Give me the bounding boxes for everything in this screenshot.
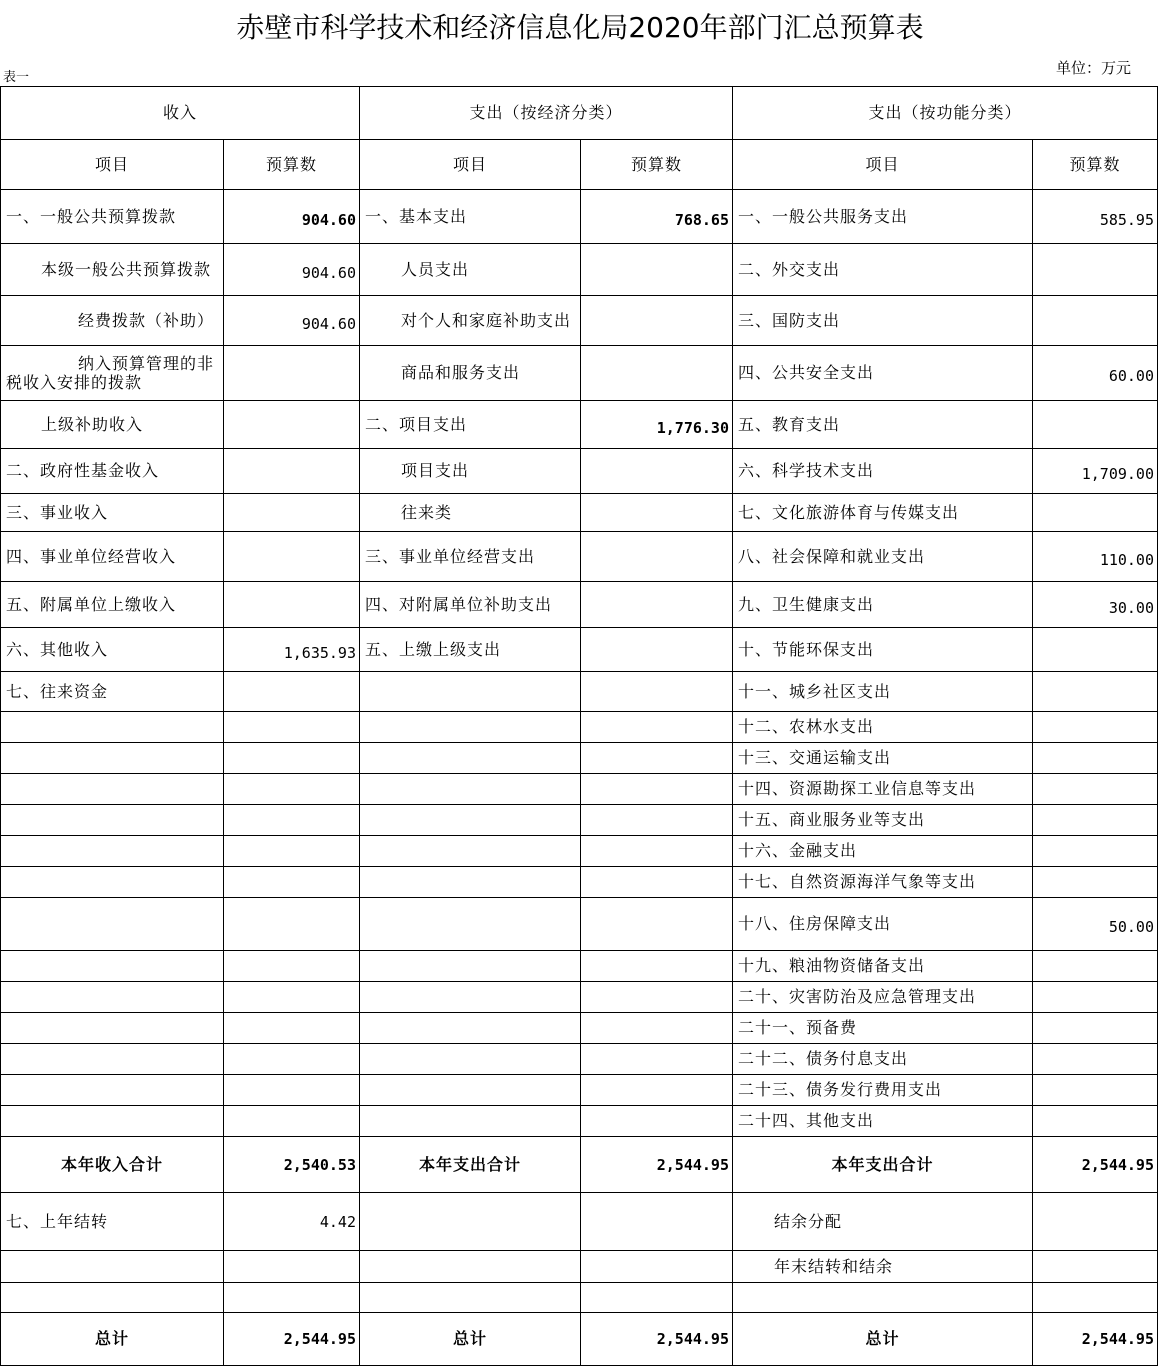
expense-func-item-cell: 十六、金融支出 [733,836,1033,867]
expense-func-amount-cell [1033,672,1158,712]
expense-func-item-cell: 二十四、其他支出 [733,1106,1033,1137]
income-amount-cell [224,982,360,1013]
expense-func-item-cell: 一、一般公共服务支出 [733,190,1033,244]
expense-econ-amount-cell [581,836,733,867]
expense-econ-total-amount: 2,544.95 [581,1137,733,1193]
income-amount-cell [224,867,360,898]
expense-func-item-cell: 八、社会保障和就业支出 [733,532,1033,582]
income-amount-cell [224,582,360,628]
expense-func-item-cell: 七、文化旅游体育与传媒支出 [733,494,1033,532]
expense-econ-amount-cell [581,244,733,296]
expense-econ-item-cell: 商品和服务支出 [360,346,581,401]
income-item-cell [1,774,224,805]
expense-func-amount-cell [1033,296,1158,346]
expense-econ-item-cell [360,982,581,1013]
expense-econ-amount-cell [581,628,733,672]
expense-econ-amount-cell [581,346,733,401]
expense-func-amount-cell [1033,1283,1158,1313]
expense-func-amount-cell: 585.95 [1033,190,1158,244]
expense-econ-amount-cell [581,582,733,628]
expense-econ-amount-cell [581,1283,733,1313]
expense-func-amount-cell [1033,712,1158,743]
income-item-cell: 三、事业收入 [1,494,224,532]
income-amount-cell [224,346,360,401]
income-item-cell [1,982,224,1013]
expense-econ-amount-cell [581,1044,733,1075]
expense-econ-grand-total-amount: 2,544.95 [581,1313,733,1366]
expense-func-amount-cell [1033,836,1158,867]
expense-func-total-label: 本年支出合计 [733,1137,1033,1193]
expense-func-item-cell: 结余分配 [733,1193,1033,1251]
income-amount-cell [224,898,360,951]
income-amount-cell: 904.60 [224,190,360,244]
expense-func-item-cell: 二十一、预备费 [733,1013,1033,1044]
expense-func-amount-cell [1033,1013,1158,1044]
income-item-header: 项目 [1,140,224,190]
income-total-amount: 2,540.53 [224,1137,360,1193]
expense-econ-grand-total-label: 总计 [360,1313,581,1366]
expense-func-amount-cell [1033,244,1158,296]
income-amount-cell [224,805,360,836]
expense-econ-amount-cell [581,296,733,346]
income-item-cell: 七、上年结转 [1,1193,224,1251]
expense-func-item-cell: 二、外交支出 [733,244,1033,296]
expense-func-amount-cell: 110.00 [1033,532,1158,582]
income-amount-cell [224,712,360,743]
income-item-cell [1,836,224,867]
income-amount-cell [224,1106,360,1137]
expense-func-item-cell: 九、卫生健康支出 [733,582,1033,628]
expense-func-item-cell: 十、节能环保支出 [733,628,1033,672]
income-amount-cell: 4.42 [224,1193,360,1251]
income-item-cell: 二、政府性基金收入 [1,449,224,494]
expense-econ-amount-cell [581,805,733,836]
expense-econ-item-cell [360,1013,581,1044]
expense-func-amount-cell [1033,1106,1158,1137]
expense-econ-item-cell: 五、上缴上级支出 [360,628,581,672]
expense-econ-amount-header: 预算数 [581,140,733,190]
expense-econ-item-cell: 项目支出 [360,449,581,494]
expense-func-amount-cell [1033,401,1158,449]
income-item-cell [1,1106,224,1137]
expense-func-amount-cell [1033,805,1158,836]
expense-func-amount-cell [1033,1193,1158,1251]
income-amount-header: 预算数 [224,140,360,190]
expense-econ-amount-cell [581,1075,733,1106]
expense-func-item-cell: 十七、自然资源海洋气象等支出 [733,867,1033,898]
income-amount-cell [224,951,360,982]
expense-econ-amount-cell: 1,776.30 [581,401,733,449]
expense-func-amount-cell [1033,1075,1158,1106]
income-item-cell [1,805,224,836]
income-header: 收入 [1,87,360,140]
expense-econ-amount-cell [581,951,733,982]
income-item-cell [1,712,224,743]
expense-func-item-cell: 十八、住房保障支出 [733,898,1033,951]
expense-econ-item-cell [360,743,581,774]
income-item-cell: 上级补助收入 [1,401,224,449]
income-amount-cell [224,743,360,774]
income-amount-cell [224,1283,360,1313]
expense-func-item-cell: 三、国防支出 [733,296,1033,346]
expense-econ-amount-cell [581,1013,733,1044]
expense-func-amount-cell [1033,743,1158,774]
income-amount-cell [224,774,360,805]
expense-econ-amount-cell [581,1193,733,1251]
expense-func-item-cell: 年末结转和结余 [733,1251,1033,1283]
expense-econ-item-cell [360,951,581,982]
income-amount-cell [224,494,360,532]
income-amount-cell [224,836,360,867]
expense-econ-item-cell [360,898,581,951]
unit-label: 单位：万元 [1056,59,1132,77]
page-title: 赤壁市科学技术和经济信息化局2020年部门汇总预算表 [236,11,924,44]
expense-econ-item-header: 项目 [360,140,581,190]
expense-func-item-cell: 十三、交通运输支出 [733,743,1033,774]
income-item-cell [1,1283,224,1313]
income-item-cell [1,867,224,898]
expense-econ-item-cell: 往来类 [360,494,581,532]
expense-econ-item-cell: 对个人和家庭补助支出 [360,296,581,346]
income-item-cell: 七、往来资金 [1,672,224,712]
expense-func-amount-cell [1033,1251,1158,1283]
expense-func-item-cell: 十一、城乡社区支出 [733,672,1033,712]
expense-func-amount-cell [1033,774,1158,805]
expense-func-total-amount: 2,544.95 [1033,1137,1158,1193]
expense-econ-amount-cell [581,743,733,774]
expense-econ-amount-cell [581,494,733,532]
income-amount-cell [224,1044,360,1075]
expense-func-header: 支出（按功能分类） [733,87,1158,140]
expense-econ-amount-cell [581,774,733,805]
expense-func-item-cell: 十九、粮油物资储备支出 [733,951,1033,982]
expense-func-item-cell: 四、公共安全支出 [733,346,1033,401]
expense-econ-item-cell [360,1075,581,1106]
income-item-cell: 本级一般公共预算拨款 [1,244,224,296]
budget-table [0,86,1158,1366]
expense-func-item-cell: 六、科学技术支出 [733,449,1033,494]
expense-func-amount-cell [1033,982,1158,1013]
expense-func-amount-header: 预算数 [1033,140,1158,190]
expense-econ-amount-cell [581,1251,733,1283]
expense-func-amount-cell: 60.00 [1033,346,1158,401]
expense-func-amount-cell [1033,867,1158,898]
income-item-cell [1,951,224,982]
expense-econ-amount-cell [581,712,733,743]
expense-func-amount-cell [1033,628,1158,672]
income-item-cell [1,346,224,401]
expense-econ-item-cell [360,1044,581,1075]
income-amount-cell: 904.60 [224,296,360,346]
income-amount-cell [224,532,360,582]
income-item-cell: 五、附属单位上缴收入 [1,582,224,628]
income-item-cell [1,898,224,951]
expense-func-amount-cell [1033,494,1158,532]
expense-econ-amount-cell [581,898,733,951]
income-item-cell [1,1044,224,1075]
expense-econ-amount-cell: 768.65 [581,190,733,244]
income-amount-cell [224,1251,360,1283]
income-amount-cell [224,449,360,494]
income-item-cell [1,1075,224,1106]
income-grand-total-label: 总计 [1,1313,224,1366]
income-amount-cell: 904.60 [224,244,360,296]
expense-func-item-cell: 二十二、债务付息支出 [733,1044,1033,1075]
expense-econ-amount-cell [581,449,733,494]
expense-func-amount-cell: 1,709.00 [1033,449,1158,494]
expense-func-amount-cell [1033,951,1158,982]
expense-econ-amount-cell [581,982,733,1013]
expense-func-item-cell: 十五、商业服务业等支出 [733,805,1033,836]
expense-func-amount-cell: 30.00 [1033,582,1158,628]
expense-econ-amount-cell [581,867,733,898]
expense-func-amount-cell: 50.00 [1033,898,1158,951]
income-item-cell: 六、其他收入 [1,628,224,672]
income-item-cell: 四、事业单位经营收入 [1,532,224,582]
income-item-cell [1,1013,224,1044]
expense-econ-item-cell [360,672,581,712]
expense-econ-item-cell: 三、事业单位经营支出 [360,532,581,582]
income-amount-cell [224,401,360,449]
income-item-line-1: 纳入预算管理的非 [78,354,215,373]
expense-func-item-cell: 二十三、债务发行费用支出 [733,1075,1033,1106]
expense-econ-item-cell: 人员支出 [360,244,581,296]
expense-econ-item-cell [360,712,581,743]
income-item-cell: 经费拨款（补助） [1,296,224,346]
expense-econ-item-cell [360,1106,581,1137]
expense-econ-amount-cell [581,532,733,582]
expense-func-item-cell: 二十、灾害防治及应急管理支出 [733,982,1033,1013]
expense-econ-item-cell [360,1193,581,1251]
expense-econ-item-cell [360,867,581,898]
expense-econ-amount-cell [581,1106,733,1137]
expense-econ-item-cell [360,1283,581,1313]
expense-econ-item-cell [360,805,581,836]
expense-econ-item-cell [360,836,581,867]
expense-func-item-cell: 五、教育支出 [733,401,1033,449]
income-item-wrapped-text [6,354,214,392]
expense-func-item-cell: 十四、资源勘探工业信息等支出 [733,774,1033,805]
expense-econ-item-cell [360,774,581,805]
expense-func-grand-total-amount: 2,544.95 [1033,1313,1158,1366]
income-amount-cell [224,672,360,712]
expense-econ-header: 支出（按经济分类） [360,87,733,140]
income-item-cell [1,1251,224,1283]
expense-econ-amount-cell [581,672,733,712]
income-grand-total-amount: 2,544.95 [224,1313,360,1366]
income-item-cell [1,743,224,774]
expense-econ-item-cell: 二、项目支出 [360,401,581,449]
expense-func-item-cell [733,1283,1033,1313]
income-total-label: 本年收入合计 [1,1137,224,1193]
income-amount-cell [224,1013,360,1044]
income-item-line-2: 税收入安排的拨款 [6,373,143,392]
expense-func-amount-cell [1033,1044,1158,1075]
income-amount-cell: 1,635.93 [224,628,360,672]
expense-func-grand-total-label: 总计 [733,1313,1033,1366]
expense-econ-item-cell [360,1251,581,1283]
income-item-cell: 一、一般公共预算拨款 [1,190,224,244]
expense-func-item-cell: 十二、农林水支出 [733,712,1033,743]
income-amount-cell [224,1075,360,1106]
table-label: 表一 [3,70,30,85]
expense-econ-total-label: 本年支出合计 [360,1137,581,1193]
expense-econ-item-cell: 四、对附属单位补助支出 [360,582,581,628]
expense-econ-item-cell: 一、基本支出 [360,190,581,244]
expense-func-item-header: 项目 [733,140,1033,190]
